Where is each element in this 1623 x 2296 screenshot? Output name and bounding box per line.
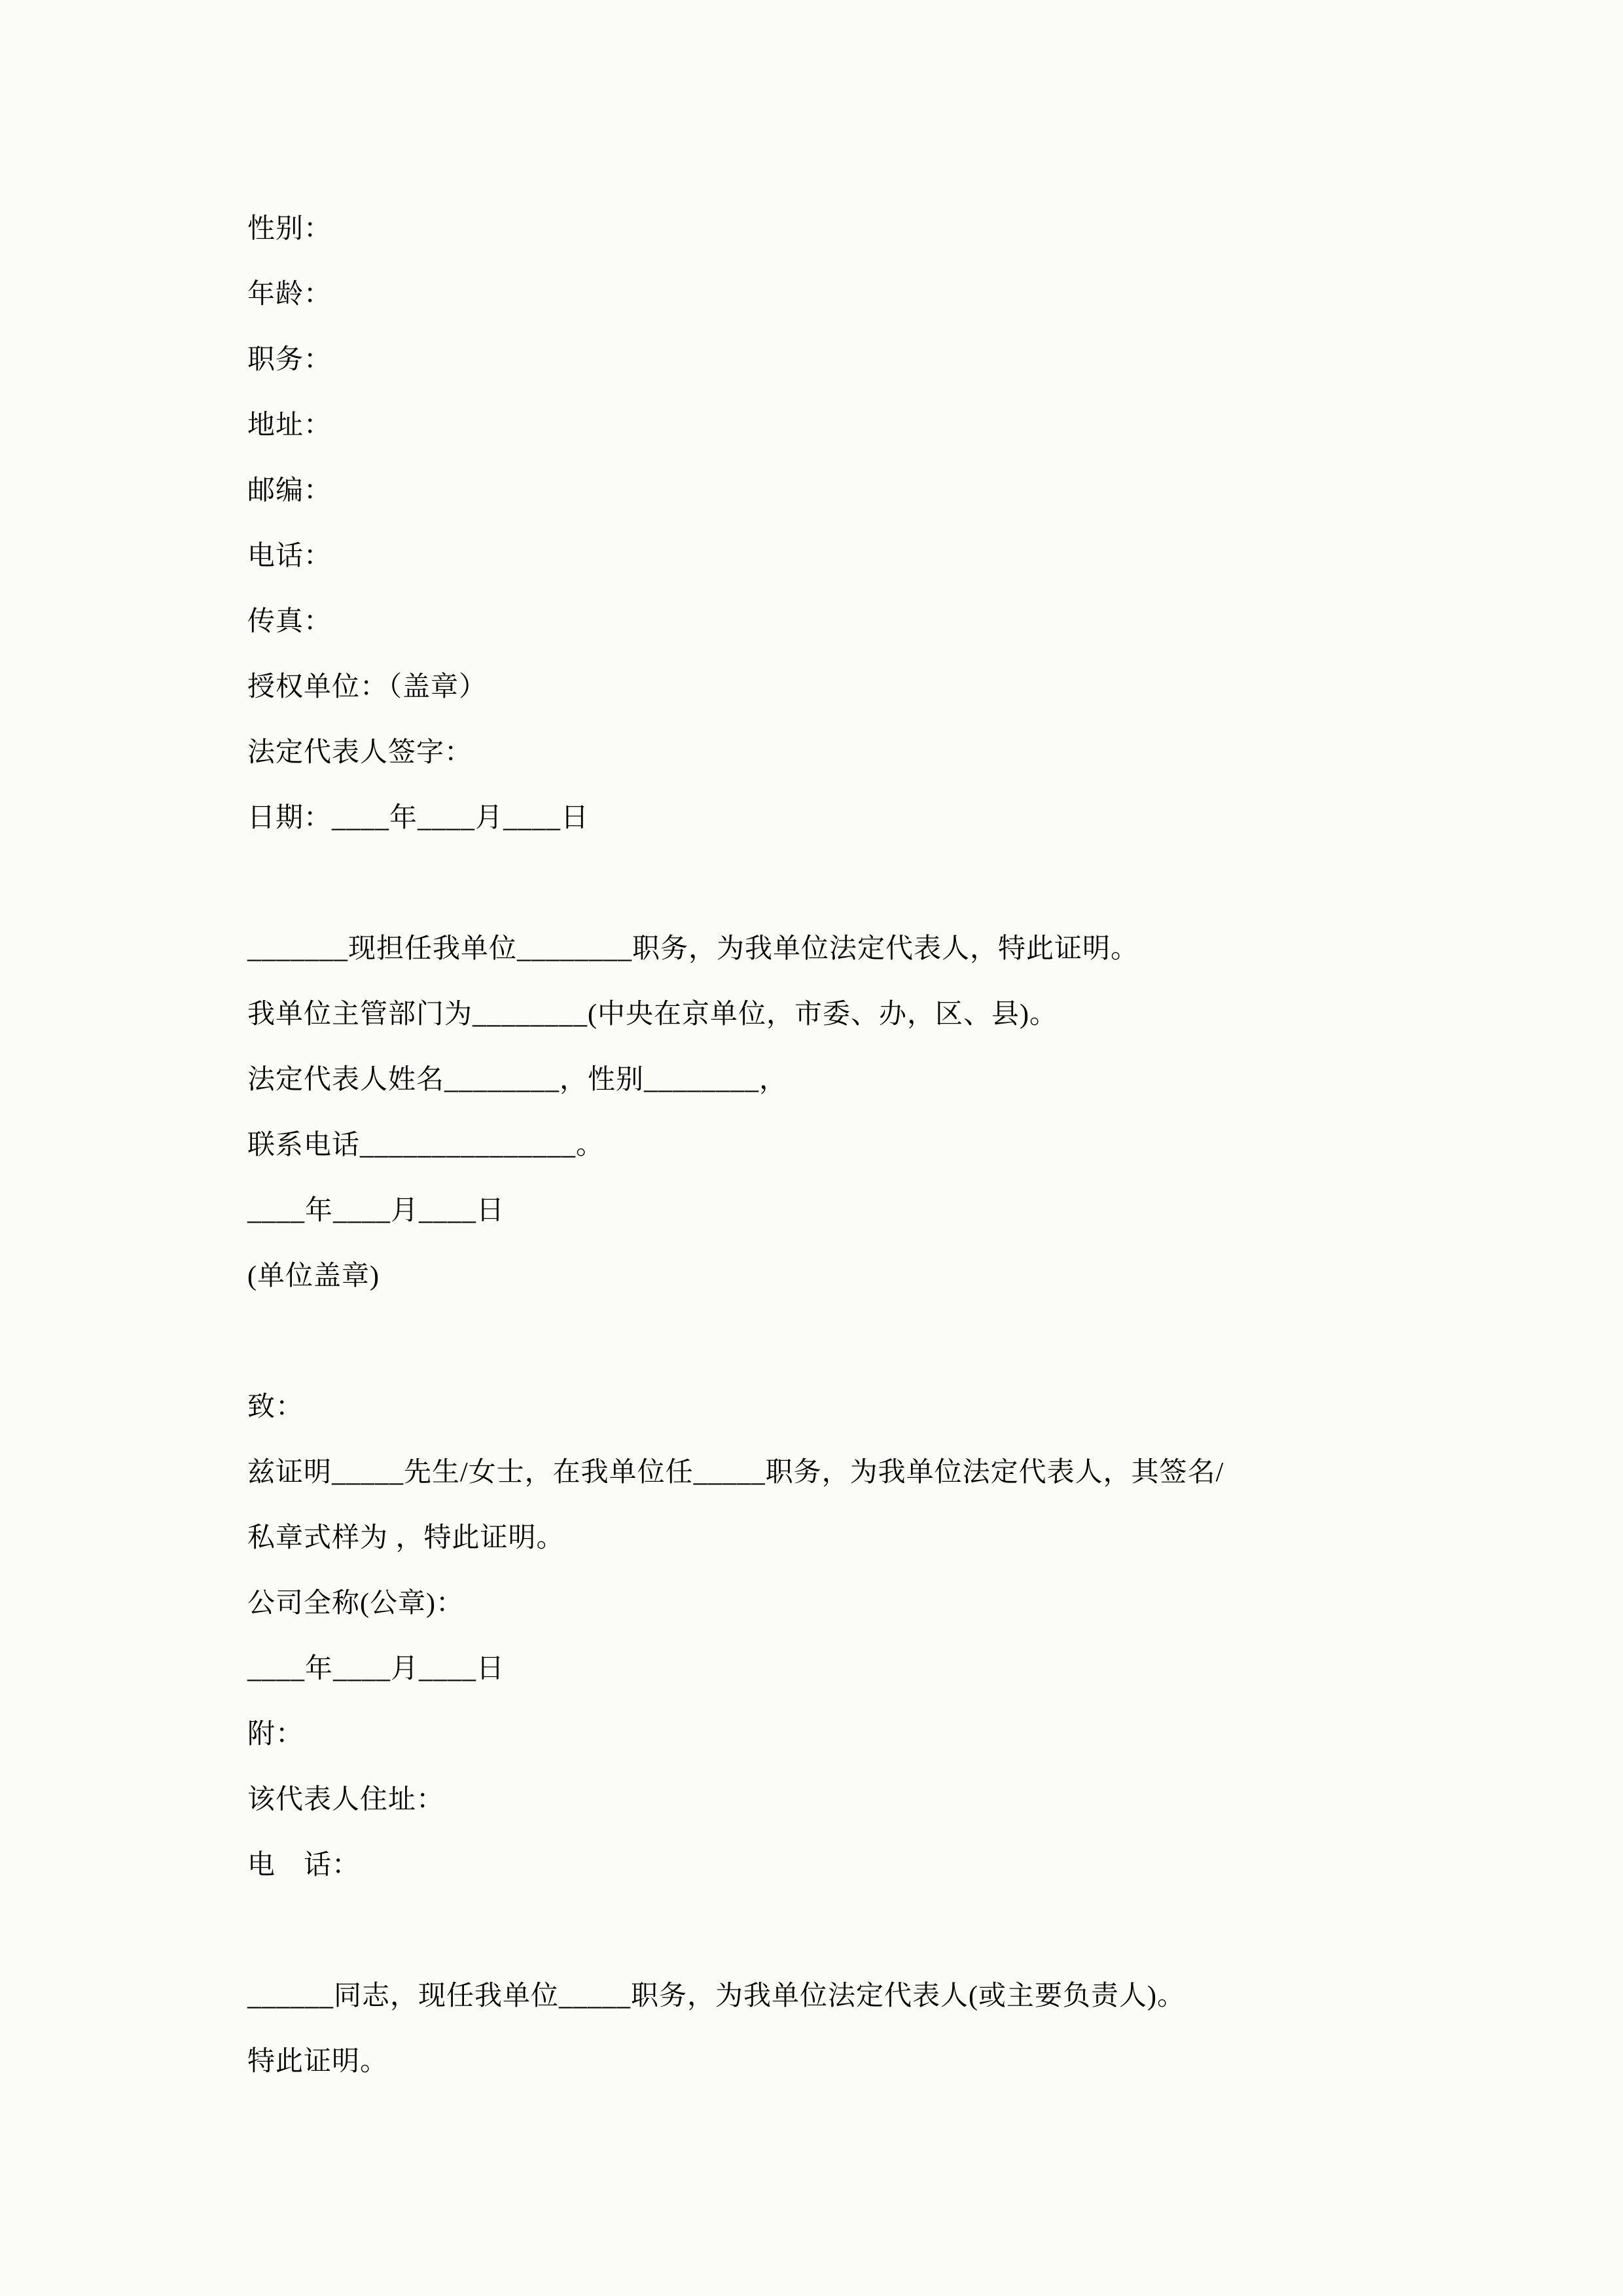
line-gender: 性别：: [247, 214, 332, 244]
section-comrade-certificate-statement: [247, 1964, 1427, 2094]
line-attachment-label: 附：: [247, 1719, 304, 1749]
line-seal-style-statement: 私章式样为 ，特此证明。: [247, 1523, 565, 1553]
line-supervising-department: 我单位主管部门为________(中央在京单位，市委、办，区、县)。: [247, 999, 1058, 1030]
line-unit-seal-note: (单位盖章): [247, 1261, 380, 1291]
line-telephone-label: 电 话：: [247, 1850, 361, 1880]
line-salutation-to: 致：: [247, 1392, 304, 1422]
line-representative-name-gender: 法定代表人姓名________，性别________，: [247, 1065, 788, 1095]
line-comrade-position-statement: ______同志，现任我单位_____职务，为我单位法定代表人(或主要负责人)。: [247, 1981, 1185, 2011]
line-fax: 传真：: [247, 607, 332, 637]
line-phone: 电话：: [247, 541, 332, 571]
line-company-full-name-seal: 公司全称(公章)：: [247, 1588, 464, 1619]
line-representative-residence: 该代表人住址：: [247, 1785, 445, 1815]
line-date-blank: ____年____月____日: [247, 1196, 505, 1226]
line-authorizing-unit-seal: 授权单位：（盖章）: [247, 672, 488, 702]
line-representative-signature: 法定代表人签字：: [247, 738, 473, 768]
section-unit-certificate-statement: [247, 916, 1427, 1309]
line-date-blank: 日期：____年____月____日: [247, 803, 590, 833]
line-address: 地址：: [247, 410, 332, 440]
line-position: 职务：: [247, 345, 332, 375]
line-hereby-certify: 特此证明。: [247, 2047, 389, 2077]
line-certify-mr-ms-statement: 兹证明_____先生/女士，在我单位任_____职务，为我单位法定代表人，其签名/: [247, 1458, 1224, 1488]
line-age: 年龄：: [247, 279, 332, 310]
line-certify-position-statement: _______现担任我单位________职务，为我单位法定代表人，特此证明。: [247, 934, 1139, 964]
line-contact-phone-blank: 联系电话_______________。: [247, 1130, 605, 1160]
section-representative-contact-fields: [247, 196, 1427, 851]
line-postal-code: 邮编：: [247, 476, 332, 506]
section-addressed-certificate-statement: [247, 1374, 1427, 1898]
line-date-blank: ____年____月____日: [247, 1654, 505, 1684]
